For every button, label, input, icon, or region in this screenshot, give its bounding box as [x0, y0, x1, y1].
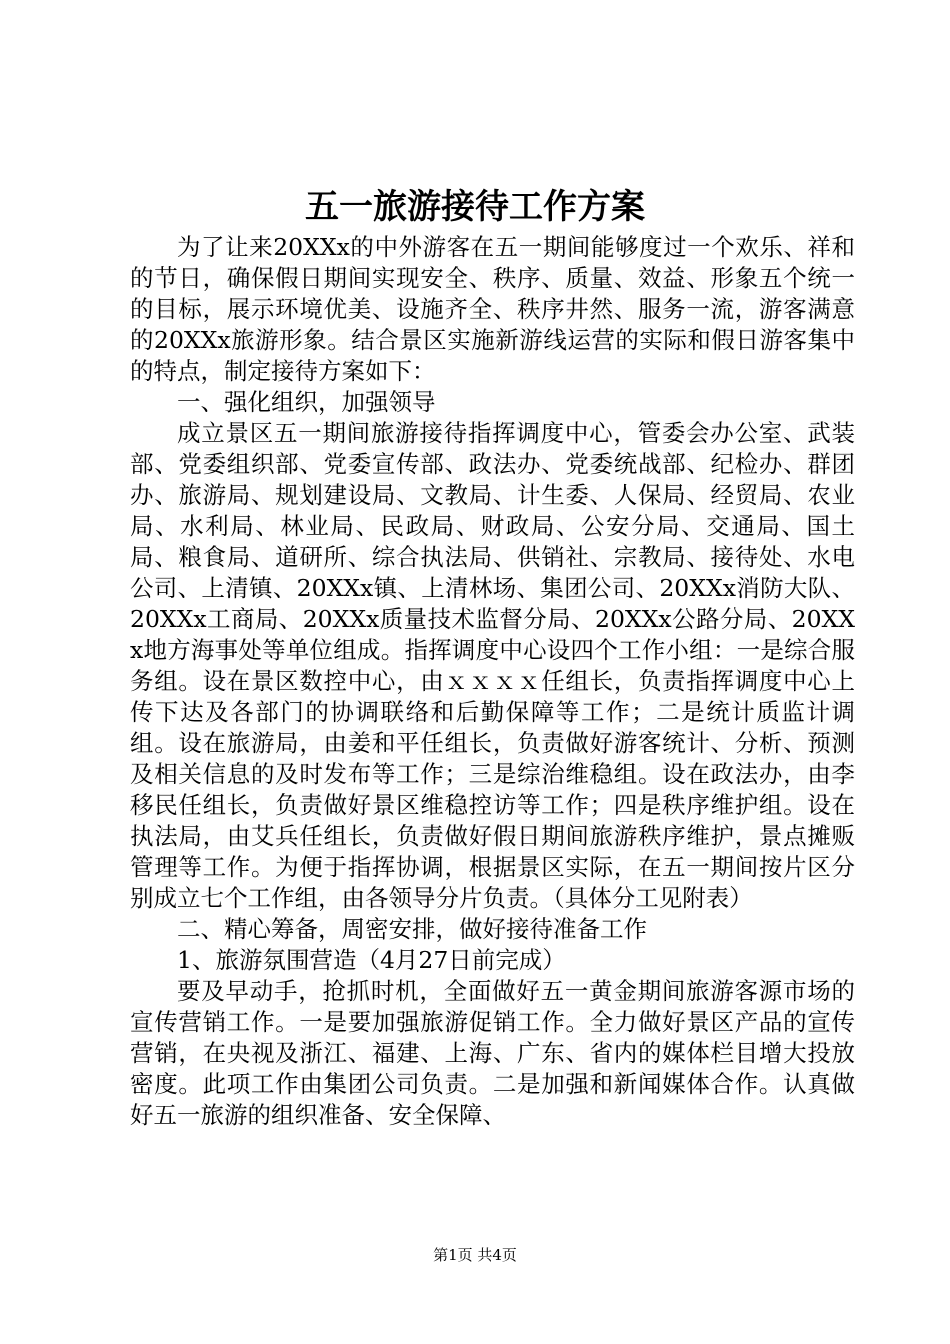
- document-body: [130, 232, 855, 1131]
- paragraph-organization: 成立景区五一期间旅游接待指挥调度中心，管委会办公室、武装部、党委组织部、党委宣传部、政法办、党委统战部、纪检办、群团办、旅游局、规划建设局、文教局、计生委、人保局、经贸局、农业局、水利局、林业局、民政局、财政局、公安分局、交通局、国土局、粮食局、道研所、综合执法局、供销社、宗教局、接待处、水电公司、上清镇、20XXx镇、上清林场、集团公司、20XXx消防大队、20XXx工商局、20XXx质量技术监督分局、20XXx公路分局、20XXx地方海事处等单位组成。指挥调度中心设四个工作小组：一是综合服务组。设在景区数控中心，由ｘｘｘｘ任组长，负责指挥调度中心上传下达及各部门的协调联络和后勤保障等工作；二是统计质监计调组。设在旅游局，由姜和平任组长，负责做好游客统计、分析、预测及相关信息的及时发布等工作；三是综治维稳组。设在政法办，由李移民任组长，负责做好景区维稳控访等工作；四是秩序维护组。设在执法局，由艾兵任组长，负责做好假日期间旅游秩序维护，景点摊贩管理等工作。为便于指挥协调，根据景区实际，在五一期间按片区分别成立七个工作组，由各领导分片负责。（具体分工见附表）: [130, 419, 855, 912]
- paragraph-promotion: 要及早动手，抢抓时机，全面做好五一黄金期间旅游客源市场的宣传营销工作。一是要加强旅游促销工作。全力做好景区产品的宣传营销，在央视及浙江、福建、上海、广东、省内的媒体栏目增大投放密度。此项工作由集团公司负责。二是加强和新闻媒体合作。认真做好五一旅游的组织准备、安全保障、: [130, 977, 855, 1129]
- page-footer: 第1页 共4页: [433, 1246, 517, 1264]
- subsection-heading-1: 1、旅游氛围营造（4月27日前完成）: [177, 946, 566, 974]
- section-heading-1: 一、强化组织，加强领导: [177, 388, 436, 416]
- section-heading-2: 二、精心筹备，周密安排，做好接待准备工作: [177, 915, 647, 943]
- paragraph-intro: 为了让来20XXx的中外游客在五一期间能够度过一个欢乐、祥和的节日，确保假日期间实现安全、秩序、质量、效益、形象五个统一的目标，展示环境优美、设施齐全、秩序井然、服务一流，游客满意的20XXx旅游形象。结合景区实施新游线运营的实际和假日游客集中的特点，制定接待方案如下：: [130, 233, 855, 385]
- document-title: 五一旅游接待工作方案: [305, 187, 645, 227]
